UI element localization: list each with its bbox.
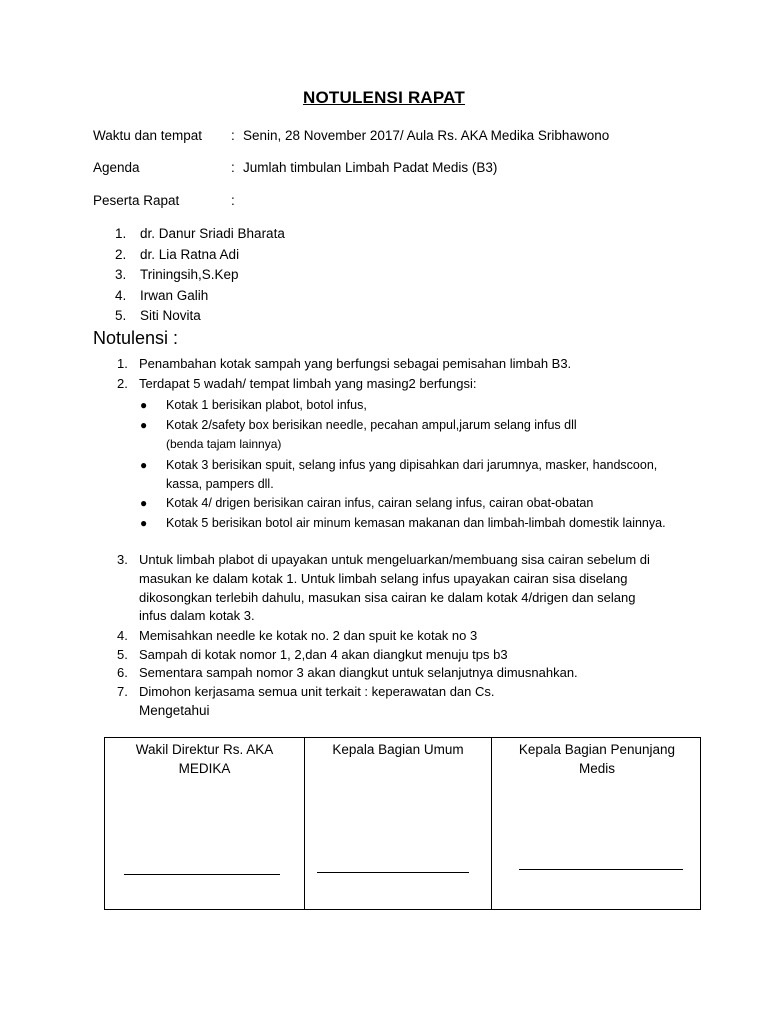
list-item <box>115 226 285 247</box>
note-text: Untuk limbah plabot di upayakan untuk mengeluarkan/membuang sisa cairan sebelum di masukan ke dalam kotak 1. Untuk limbah selang infus upayakan cairan sisa diselang dikosongkan terlebih dahulu, masukan sisa cairan ke dalam kotak 4/drigen dan selang infus dalam kotak 3. <box>139 552 650 624</box>
note-number: 6. <box>117 665 128 680</box>
list-item <box>115 288 285 309</box>
list-number: 4. <box>115 287 127 303</box>
note-text: Terdapat 5 wadah/ tempat limbah yang masing2 berfungsi: <box>139 376 477 391</box>
page-title: NOTULENSI RAPAT <box>303 88 465 107</box>
participant-name: Siti Novita <box>140 308 201 323</box>
notulensi-heading: Notulensi : <box>93 328 179 348</box>
signature-cell-general-affairs <box>304 738 491 909</box>
meta-row-participants <box>93 193 243 208</box>
bullet-icon: ● <box>140 418 148 432</box>
note-number: 7. <box>117 684 128 699</box>
note-text: Sementara sampah nomor 3 akan diangkut untuk selanjutnya dimusnahkan. <box>139 665 578 680</box>
participant-list <box>115 226 285 329</box>
note-number: 4. <box>117 628 128 643</box>
meta-value: Jumlah timbulan Limbah Padat Medis (B3) <box>243 160 498 175</box>
list-item <box>115 267 285 288</box>
meta-label: Agenda <box>93 160 140 175</box>
note-number: 3. <box>117 552 128 567</box>
meta-colon: : <box>231 160 235 175</box>
bullet-text: Kotak 4/ drigen berisikan cairan infus, cairan selang infus, cairan obat-obatan <box>166 496 594 510</box>
list-number: 3. <box>115 267 127 282</box>
list-number: 2. <box>115 246 127 262</box>
signature-line <box>317 872 469 873</box>
signature-line <box>124 874 280 875</box>
meta-row-agenda <box>93 160 497 175</box>
bullet-icon: ● <box>140 458 148 472</box>
note-text: Sampah di kotak nomor 1, 2,dan 4 akan diangkut menuju tps b3 <box>139 647 508 662</box>
list-item <box>115 308 285 329</box>
meta-row-time-place <box>93 128 609 143</box>
list-item <box>115 247 285 268</box>
list-number: 1. <box>115 226 127 241</box>
bullet-icon: ● <box>140 398 148 412</box>
signature-table <box>104 737 701 910</box>
mengetahui-label: Mengetahui <box>139 703 210 718</box>
bullet-text: Kotak 1 berisikan plabot, botol infus, <box>166 398 367 412</box>
bullet-sub-text: (benda tajam lainnya) <box>166 436 282 451</box>
bullet-icon: ● <box>140 496 148 510</box>
participant-name: dr. Lia Ratna Adi <box>140 246 240 262</box>
note-text: Penambahan kotak sampah yang berfungsi sebagai pemisahan limbah B3. <box>139 356 572 371</box>
participant-name: Triningsih,S.Kep <box>140 267 239 282</box>
bullet-icon: ● <box>140 516 148 530</box>
note-number: 2. <box>117 376 128 391</box>
signature-title: Kepala Bagian Umum <box>332 742 464 757</box>
meta-label: Waktu dan tempat <box>93 128 203 143</box>
signature-cell-deputy-director <box>105 738 304 909</box>
meta-value: Senin, 28 November 2017/ Aula Rs. AKA Medika Sribhawono <box>243 128 610 143</box>
note-text: Dimohon kerjasama semua unit terkait : keperawatan dan Cs. <box>139 684 495 699</box>
bullet-text: Kotak 3 berisikan spuit, selang infus yang dipisahkan dari jarumnya, masker, handscoon, kassa, pampers dll. <box>166 458 658 491</box>
note-number: 5. <box>117 647 128 662</box>
signature-title: Kepala Bagian Penunjang Medis <box>518 742 676 776</box>
participant-name: Irwan Galih <box>140 287 209 303</box>
bullet-text <box>166 416 681 454</box>
note-text: Memisahkan needle ke kotak no. 2 dan spuit ke kotak no 3 <box>139 628 478 643</box>
signature-cell-medical-support <box>491 738 700 909</box>
bullet-main-text: Kotak 2/safety box berisikan needle, pecahan ampul,jarum selang infus dll <box>166 418 577 432</box>
participant-name: dr. Danur Sriadi Bharata <box>140 226 285 241</box>
signature-title: Wakil Direktur Rs. AKA MEDIKA <box>135 742 274 776</box>
meta-colon: : <box>231 193 235 208</box>
signature-line <box>519 869 683 870</box>
list-number: 5. <box>115 308 127 323</box>
meta-colon: : <box>231 128 235 143</box>
bullet-text: Kotak 5 berisikan botol air minum kemasan makanan dan limbah-limbah domestik lainnya. <box>166 516 666 530</box>
note-number: 1. <box>117 356 128 371</box>
meta-label: Peserta Rapat <box>93 193 180 208</box>
